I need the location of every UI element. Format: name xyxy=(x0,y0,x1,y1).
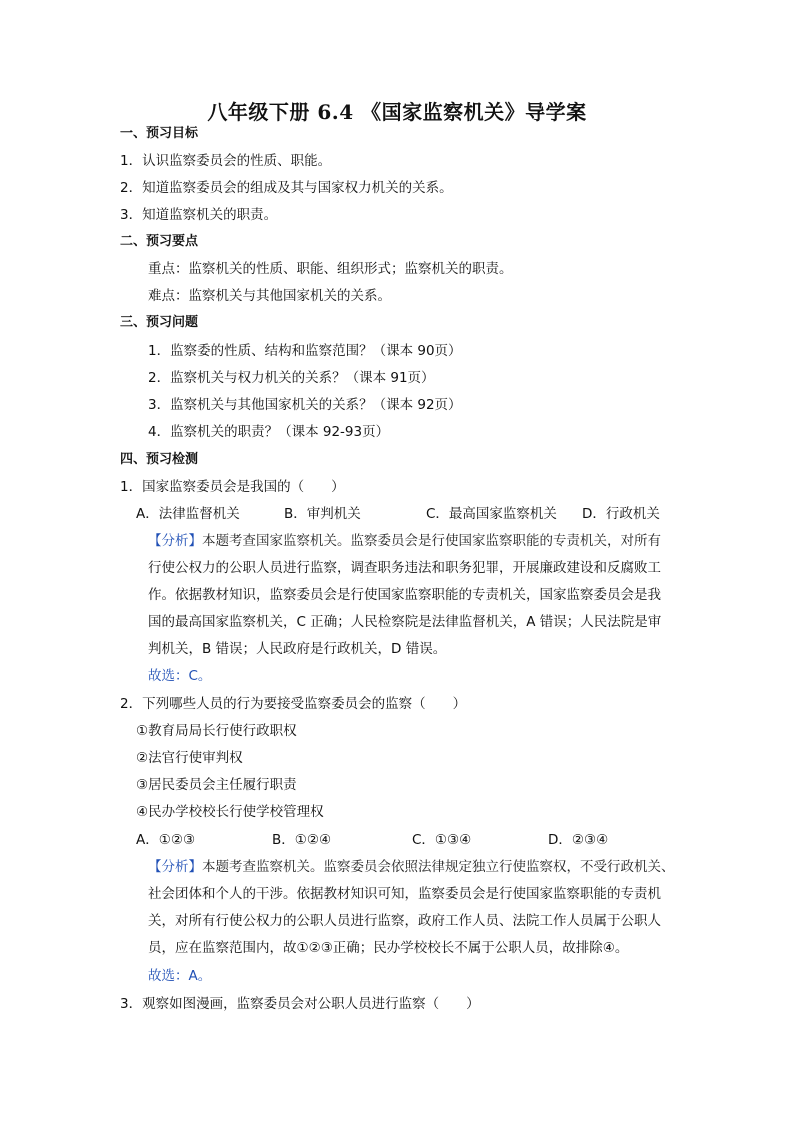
question-2-analysis-line: 员，应在监察范围内，故①②③正确；民办学校校长不属于公职人员，故排除④。 xyxy=(148,940,629,956)
option-a: A．法律监督机关 xyxy=(136,506,240,522)
question-1-analysis-line: 国的最高国家监察机关，C 正确；人民检察院是法律监督机关，A 错误；人民法院是审 xyxy=(148,614,662,630)
question-2-analysis-line: 【分析】本题考查监察机关。监察委员会依照法律规定独立行使监察权，不受行政机关、 xyxy=(148,859,675,875)
statement-3: ③居民委员会主任履行职责 xyxy=(136,777,297,793)
section-heading-questions: 三、预习问题 xyxy=(120,315,199,330)
question-1-analysis-line: 【分析】本题考查国家监察机关。监察委员会是行使国家监察职能的专责机关，对所有 xyxy=(148,533,661,549)
difficult-point: 难点：监察机关与其他国家机关的关系。 xyxy=(148,288,391,304)
preview-question: 2．监察机关与权力机关的关系？（课本 91页） xyxy=(148,370,435,386)
goal-item: 3．知道监察机关的职责。 xyxy=(120,207,278,223)
question-2-answer: 故选：A。 xyxy=(148,968,212,984)
option-a: A．①②③ xyxy=(136,832,196,848)
option-d: D．②③④ xyxy=(548,832,609,848)
question-1-answer: 故选：C。 xyxy=(148,668,212,684)
option-c: C．①③④ xyxy=(412,832,472,848)
option-d: D．行政机关 xyxy=(582,506,660,522)
question-2-analysis-line: 关，对所有行使公权力的公职人员进行监察，政府工作人员、法院工作人员属于公职人 xyxy=(148,913,661,929)
question-1-analysis-line: 判机关，B 错误；人民政府是行政机关，D 错误。 xyxy=(148,641,447,657)
key-point: 重点：监察机关的性质、职能、组织形式；监察机关的职责。 xyxy=(148,261,513,277)
goal-item: 2．知道监察委员会的组成及其与国家权力机关的关系。 xyxy=(120,180,453,196)
question-1-stem: 1．国家监察委员会是我国的（ ） xyxy=(120,479,345,495)
option-b: B．①②④ xyxy=(272,832,332,848)
preview-question: 4．监察机关的职责？（课本 92-93页） xyxy=(148,424,390,440)
option-b: B．审判机关 xyxy=(284,506,361,522)
statement-1: ①教育局局长行使行政职权 xyxy=(136,723,297,739)
section-heading-goals: 一、预习目标 xyxy=(120,126,199,141)
question-1-options xyxy=(136,504,660,524)
preview-question: 1．监察委的性质、结构和监察范围？（课本 90页） xyxy=(148,343,462,359)
statement-2: ②法官行使审判权 xyxy=(136,750,243,766)
analysis-tag: 【分析】 xyxy=(148,859,202,875)
question-3-stem: 3．观察如图漫画，监察委员会对公职人员进行监察（ ） xyxy=(120,996,480,1012)
option-c: C．最高国家监察机关 xyxy=(426,506,557,522)
page-title: 八年级下册 6.4 《国家监察机关》导学案 xyxy=(207,100,587,124)
statement-4: ④民办学校校长行使学校管理权 xyxy=(136,804,324,820)
section-heading-test: 四、预习检测 xyxy=(120,452,199,467)
goal-item: 1．认识监察委员会的性质、职能。 xyxy=(120,153,332,169)
question-1-analysis-line: 行使公权力的公职人员进行监察，调查职务违法和职务犯罪，开展廉政建设和反腐败工 xyxy=(148,560,661,576)
question-2-options xyxy=(136,830,608,850)
analysis-tag: 【分析】 xyxy=(148,533,202,549)
question-2-stem: 2．下列哪些人员的行为要接受监察委员会的监察（ ） xyxy=(120,696,467,712)
question-1-analysis-line: 作。依据教材知识，监察委员会是行使国家监察职能的专责机关，国家监察委员会是我 xyxy=(148,587,661,603)
section-heading-points: 二、预习要点 xyxy=(120,234,199,249)
preview-question: 3．监察机关与其他国家机关的关系？（课本 92页） xyxy=(148,397,462,413)
question-2-analysis-line: 社会团体和个人的干涉。依据教材知识可知，监察委员会是行使国家监察职能的专责机 xyxy=(148,886,661,902)
